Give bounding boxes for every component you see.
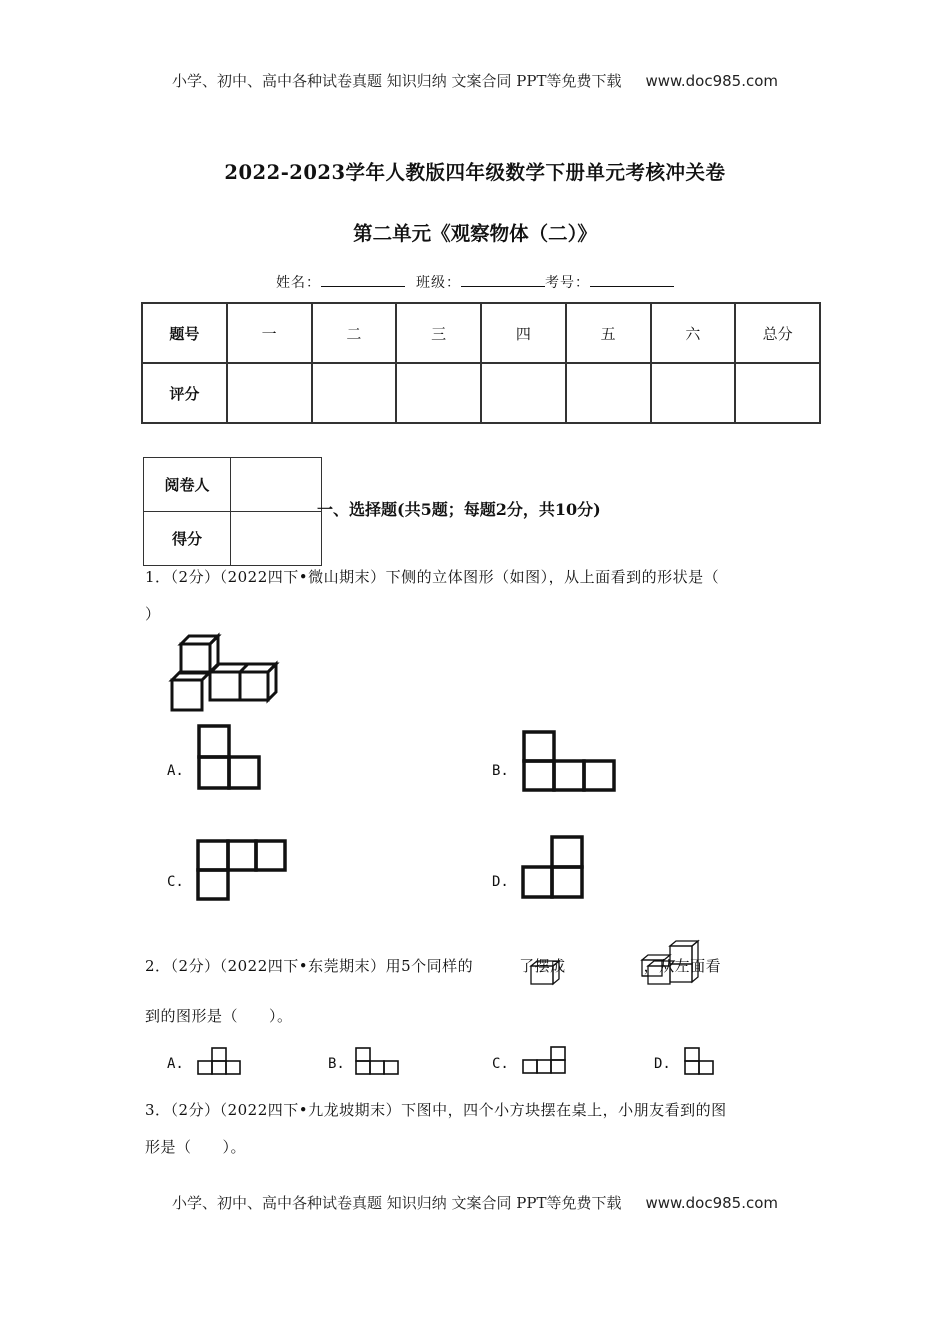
question-3-text-cont: 形是（ ）。 xyxy=(145,1138,247,1156)
cube-side xyxy=(268,664,276,700)
score-cell[interactable] xyxy=(227,363,312,423)
square xyxy=(524,761,554,790)
score-cell-header: 三 xyxy=(396,303,481,363)
name-label: 姓名： xyxy=(276,275,322,291)
cube-face xyxy=(210,672,240,700)
square xyxy=(524,732,554,761)
question-2-text-part3: ，从左面看 xyxy=(643,957,722,975)
page-header xyxy=(0,70,950,91)
score-cell-header: 总分 xyxy=(735,303,820,363)
score-row-label: 评分 xyxy=(142,363,227,423)
square xyxy=(523,867,552,897)
score-cell-header: 二 xyxy=(312,303,397,363)
q2-option-d-figure[interactable] xyxy=(684,1046,720,1076)
square xyxy=(199,757,229,788)
q1-option-c-figure[interactable] xyxy=(196,839,288,901)
square xyxy=(228,841,256,870)
question-1-text: 1．（2分）（2022四下•微山期末）下侧的立体图形（如图），从上面看到的形状是（ xyxy=(145,568,720,586)
score-cell[interactable] xyxy=(735,363,820,423)
square xyxy=(198,870,228,899)
square xyxy=(198,841,228,870)
question-2-cube-arrangement xyxy=(636,940,698,986)
reviewer-cell[interactable] xyxy=(231,458,322,512)
q2-option-b-label[interactable]: B. xyxy=(328,1056,345,1072)
question-2-text-part2: 了摆成 xyxy=(519,957,566,975)
question-2-single-cube xyxy=(530,960,562,986)
grader-table xyxy=(143,457,322,566)
q2-option-a-figure[interactable] xyxy=(197,1046,245,1076)
q2-option-a-label[interactable]: A. xyxy=(167,1056,184,1072)
score-cell[interactable] xyxy=(312,363,397,423)
header-text: 小学、初中、高中各种试卷真题 知识归纳 文案合同 PPT等免费下载 xyxy=(171,72,622,90)
score-cell-header: 六 xyxy=(651,303,736,363)
square xyxy=(554,761,584,790)
score-table xyxy=(141,302,821,424)
q1-option-c-label[interactable]: C. xyxy=(167,874,184,890)
name-blank[interactable] xyxy=(321,274,405,287)
q1-option-d-label[interactable]: D. xyxy=(492,874,509,890)
square xyxy=(199,726,229,757)
q1-option-b-label[interactable]: B. xyxy=(492,763,509,779)
footer-url[interactable]: www.doc985.com xyxy=(645,1194,779,1212)
section-title: 一、选择题(共5题；每题2分，共10分) xyxy=(317,500,601,519)
score-cell-header: 题号 xyxy=(142,303,227,363)
question-2-text-cont: 到的图形是（ ）。 xyxy=(145,1007,293,1025)
score-cell-header: 四 xyxy=(481,303,566,363)
square xyxy=(552,867,582,897)
square xyxy=(256,841,285,870)
cube-top xyxy=(172,672,210,680)
class-label: 班级： xyxy=(415,275,461,291)
score-cell-header: 五 xyxy=(566,303,651,363)
cube-face xyxy=(181,644,210,673)
exam-number-blank[interactable] xyxy=(590,274,674,287)
score-cell[interactable] xyxy=(396,363,481,423)
question-3 xyxy=(145,1092,727,1166)
score-table-header-row xyxy=(142,303,820,363)
grader-score-label: 得分 xyxy=(144,512,231,566)
score-cell[interactable] xyxy=(481,363,566,423)
square xyxy=(229,757,259,788)
q1-option-a-figure[interactable] xyxy=(197,724,261,790)
question-2 xyxy=(145,948,721,985)
cube-face xyxy=(240,672,268,700)
q1-option-b-figure[interactable] xyxy=(522,730,616,792)
q1-option-d-figure[interactable] xyxy=(521,835,585,899)
square xyxy=(552,837,582,867)
class-blank[interactable] xyxy=(461,274,545,287)
q1-option-a-label[interactable]: A. xyxy=(167,763,184,779)
footer-text: 小学、初中、高中各种试卷真题 知识归纳 文案合同 PPT等免费下载 xyxy=(171,1194,622,1212)
score-table-score-row xyxy=(142,363,820,423)
q2-option-b-figure[interactable] xyxy=(355,1046,403,1076)
grader-score-cell[interactable] xyxy=(231,512,322,566)
question-1-text-cont: ） xyxy=(145,605,161,623)
question-1-solid-figure xyxy=(166,634,276,712)
exam-title: 2022-2023学年人教版四年级数学下册单元考核冲关卷 xyxy=(224,161,726,184)
reviewer-label: 阅卷人 xyxy=(144,458,231,512)
score-cell-header: 一 xyxy=(227,303,312,363)
header-url[interactable]: www.doc985.com xyxy=(645,72,779,90)
square xyxy=(584,761,614,790)
exam-number-label: 考号： xyxy=(544,275,590,291)
page-footer xyxy=(0,1192,950,1213)
score-cell[interactable] xyxy=(566,363,651,423)
q2-option-c-label[interactable]: C. xyxy=(492,1056,509,1072)
student-info-line xyxy=(0,272,950,292)
cube-face xyxy=(172,680,202,710)
question-3-text: 3．（2分）（2022四下•九龙坡期末）下图中，四个小方块摆在桌上，小朋友看到的图 xyxy=(145,1101,727,1119)
score-cell[interactable] xyxy=(651,363,736,423)
question-1 xyxy=(145,559,719,633)
q2-option-d-label[interactable]: D. xyxy=(654,1056,671,1072)
question-2-text-part1: 2．（2分）（2022四下•东莞期末）用5个同样的 xyxy=(145,957,474,975)
unit-title: 第二单元《观察物体（二）》 xyxy=(353,222,597,245)
q2-option-c-figure[interactable] xyxy=(520,1046,568,1076)
